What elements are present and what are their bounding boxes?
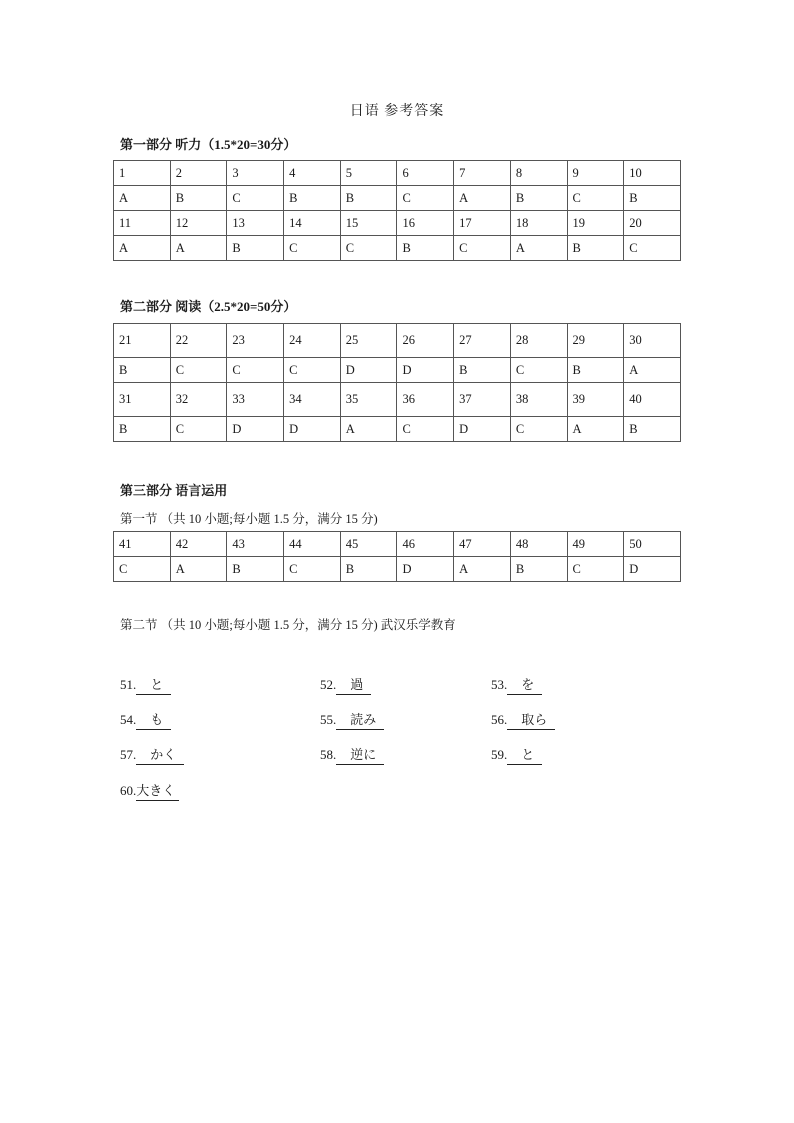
fill-item-number: 54. bbox=[120, 712, 137, 727]
answer-cell: B bbox=[397, 236, 454, 261]
answer-cell: C bbox=[284, 236, 341, 261]
fill-item-number: 51. bbox=[120, 677, 137, 692]
answer-cell: C bbox=[397, 186, 454, 211]
question-number-row bbox=[114, 211, 681, 236]
fill-item bbox=[120, 780, 179, 801]
question-number-cell: 49 bbox=[567, 532, 624, 557]
question-number-cell: 39 bbox=[567, 383, 624, 417]
question-number-cell: 33 bbox=[227, 383, 284, 417]
answer-row bbox=[114, 417, 681, 442]
fill-item-answer: 大きく bbox=[136, 780, 179, 801]
answer-cell: C bbox=[567, 186, 624, 211]
answer-cell: B bbox=[227, 557, 284, 582]
answer-cell: A bbox=[454, 186, 511, 211]
answer-cell: C bbox=[340, 236, 397, 261]
section2-label: 第二节 （共 10 小题;每小题 1.5 分，满分 15 分) 武汉乐学教育 bbox=[120, 618, 456, 632]
answer-cell: B bbox=[114, 358, 171, 383]
question-number-cell: 36 bbox=[397, 383, 454, 417]
fill-item-number: 53. bbox=[491, 677, 508, 692]
fill-item-answer: 読み bbox=[336, 709, 384, 730]
answer-cell: C bbox=[227, 186, 284, 211]
question-number-cell: 50 bbox=[624, 532, 681, 557]
part3-heading: 第三部分 语言运用 bbox=[120, 483, 228, 498]
fill-item bbox=[320, 744, 384, 765]
answer-cell: D bbox=[227, 417, 284, 442]
question-number-cell: 42 bbox=[170, 532, 227, 557]
question-number-row bbox=[114, 161, 681, 186]
question-number-cell: 29 bbox=[567, 324, 624, 358]
question-number-cell: 16 bbox=[397, 211, 454, 236]
answer-cell: B bbox=[284, 186, 341, 211]
answer-cell: C bbox=[454, 236, 511, 261]
question-number-cell: 3 bbox=[227, 161, 284, 186]
answer-cell: B bbox=[114, 417, 171, 442]
answer-cell: B bbox=[510, 557, 567, 582]
answer-cell: B bbox=[624, 186, 681, 211]
answer-cell: D bbox=[340, 358, 397, 383]
section1-label: 第一节 （共 10 小题;每小题 1.5 分，满分 15 分) bbox=[120, 512, 378, 526]
page-title: 日语 参考答案 bbox=[349, 104, 445, 119]
question-number-cell: 27 bbox=[454, 324, 511, 358]
answer-cell: A bbox=[567, 417, 624, 442]
question-number-cell: 7 bbox=[454, 161, 511, 186]
question-number-cell: 1 bbox=[114, 161, 171, 186]
question-number-cell: 12 bbox=[170, 211, 227, 236]
question-number-cell: 20 bbox=[624, 211, 681, 236]
fill-item-answer: 逆に bbox=[336, 744, 384, 765]
question-number-cell: 9 bbox=[567, 161, 624, 186]
question-number-cell: 13 bbox=[227, 211, 284, 236]
answer-cell: A bbox=[114, 236, 171, 261]
answer-row bbox=[114, 186, 681, 211]
answer-cell: C bbox=[284, 358, 341, 383]
question-number-cell: 46 bbox=[397, 532, 454, 557]
answer-cell: B bbox=[340, 186, 397, 211]
answer-cell: A bbox=[454, 557, 511, 582]
question-number-cell: 14 bbox=[284, 211, 341, 236]
question-number-cell: 34 bbox=[284, 383, 341, 417]
answer-cell: C bbox=[567, 557, 624, 582]
fill-item bbox=[320, 674, 371, 695]
answer-cell: C bbox=[227, 358, 284, 383]
section1-answer-table bbox=[113, 531, 681, 582]
fill-item-answer: も bbox=[136, 709, 171, 730]
answer-cell: D bbox=[397, 358, 454, 383]
question-number-cell: 45 bbox=[340, 532, 397, 557]
answer-cell: B bbox=[340, 557, 397, 582]
answer-cell: A bbox=[340, 417, 397, 442]
fill-item-number: 55. bbox=[320, 712, 337, 727]
question-number-cell: 32 bbox=[170, 383, 227, 417]
answer-cell: B bbox=[510, 186, 567, 211]
part1-answer-table bbox=[113, 160, 681, 261]
fill-item bbox=[491, 744, 542, 765]
fill-item-number: 60. bbox=[120, 783, 137, 798]
question-number-row bbox=[114, 383, 681, 417]
question-number-row bbox=[114, 324, 681, 358]
question-number-cell: 47 bbox=[454, 532, 511, 557]
fill-item-number: 58. bbox=[320, 747, 337, 762]
answer-row bbox=[114, 358, 681, 383]
answer-row bbox=[114, 236, 681, 261]
fill-item bbox=[120, 744, 184, 765]
question-number-cell: 41 bbox=[114, 532, 171, 557]
answer-cell: A bbox=[114, 186, 171, 211]
answer-cell: B bbox=[227, 236, 284, 261]
question-number-cell: 30 bbox=[624, 324, 681, 358]
answer-cell: C bbox=[397, 417, 454, 442]
fill-item-number: 57. bbox=[120, 747, 137, 762]
question-number-cell: 37 bbox=[454, 383, 511, 417]
fill-item-answer: と bbox=[136, 674, 171, 695]
answer-cell: C bbox=[510, 417, 567, 442]
fill-item-number: 56. bbox=[491, 712, 508, 727]
question-number-cell: 5 bbox=[340, 161, 397, 186]
answer-cell: B bbox=[170, 186, 227, 211]
question-number-cell: 40 bbox=[624, 383, 681, 417]
fill-item-answer: 過 bbox=[336, 674, 371, 695]
answer-cell: C bbox=[114, 557, 171, 582]
answer-cell: C bbox=[170, 417, 227, 442]
fill-item bbox=[491, 674, 542, 695]
question-number-cell: 25 bbox=[340, 324, 397, 358]
fill-item-answer: かく bbox=[136, 744, 184, 765]
fill-item-answer: を bbox=[507, 674, 542, 695]
question-number-cell: 28 bbox=[510, 324, 567, 358]
question-number-cell: 22 bbox=[170, 324, 227, 358]
answer-cell: A bbox=[510, 236, 567, 261]
fill-item-answer: と bbox=[507, 744, 542, 765]
question-number-cell: 48 bbox=[510, 532, 567, 557]
answer-cell: A bbox=[624, 358, 681, 383]
question-number-cell: 6 bbox=[397, 161, 454, 186]
answer-cell: D bbox=[284, 417, 341, 442]
question-number-cell: 19 bbox=[567, 211, 624, 236]
question-number-cell: 2 bbox=[170, 161, 227, 186]
answer-cell: D bbox=[624, 557, 681, 582]
question-number-cell: 43 bbox=[227, 532, 284, 557]
question-number-cell: 17 bbox=[454, 211, 511, 236]
answer-cell: B bbox=[624, 417, 681, 442]
answer-cell: D bbox=[454, 417, 511, 442]
answer-cell: C bbox=[284, 557, 341, 582]
answer-cell: C bbox=[510, 358, 567, 383]
question-number-cell: 23 bbox=[227, 324, 284, 358]
fill-item bbox=[320, 709, 384, 730]
answer-cell: A bbox=[170, 236, 227, 261]
question-number-cell: 8 bbox=[510, 161, 567, 186]
part2-heading: 第二部分 阅读（2.5*20=50分） bbox=[120, 299, 297, 314]
answer-cell: B bbox=[454, 358, 511, 383]
answer-cell: A bbox=[170, 557, 227, 582]
fill-item-answer: 取ら bbox=[507, 709, 555, 730]
fill-item bbox=[491, 709, 555, 730]
question-number-cell: 26 bbox=[397, 324, 454, 358]
part1-heading: 第一部分 听力（1.5*20=30分） bbox=[120, 137, 297, 152]
fill-item bbox=[120, 674, 171, 695]
fill-item-number: 59. bbox=[491, 747, 508, 762]
question-number-cell: 35 bbox=[340, 383, 397, 417]
answer-cell: B bbox=[567, 236, 624, 261]
answer-row bbox=[114, 557, 681, 582]
question-number-cell: 10 bbox=[624, 161, 681, 186]
answer-cell: C bbox=[624, 236, 681, 261]
question-number-cell: 4 bbox=[284, 161, 341, 186]
question-number-cell: 24 bbox=[284, 324, 341, 358]
question-number-cell: 18 bbox=[510, 211, 567, 236]
question-number-cell: 38 bbox=[510, 383, 567, 417]
answer-cell: D bbox=[397, 557, 454, 582]
question-number-cell: 15 bbox=[340, 211, 397, 236]
fill-item bbox=[120, 709, 171, 730]
question-number-cell: 11 bbox=[114, 211, 171, 236]
question-number-cell: 44 bbox=[284, 532, 341, 557]
answer-cell: B bbox=[567, 358, 624, 383]
fill-item-number: 52. bbox=[320, 677, 337, 692]
question-number-row bbox=[114, 532, 681, 557]
answer-cell: C bbox=[170, 358, 227, 383]
question-number-cell: 31 bbox=[114, 383, 171, 417]
part2-answer-table bbox=[113, 323, 681, 442]
question-number-cell: 21 bbox=[114, 324, 171, 358]
